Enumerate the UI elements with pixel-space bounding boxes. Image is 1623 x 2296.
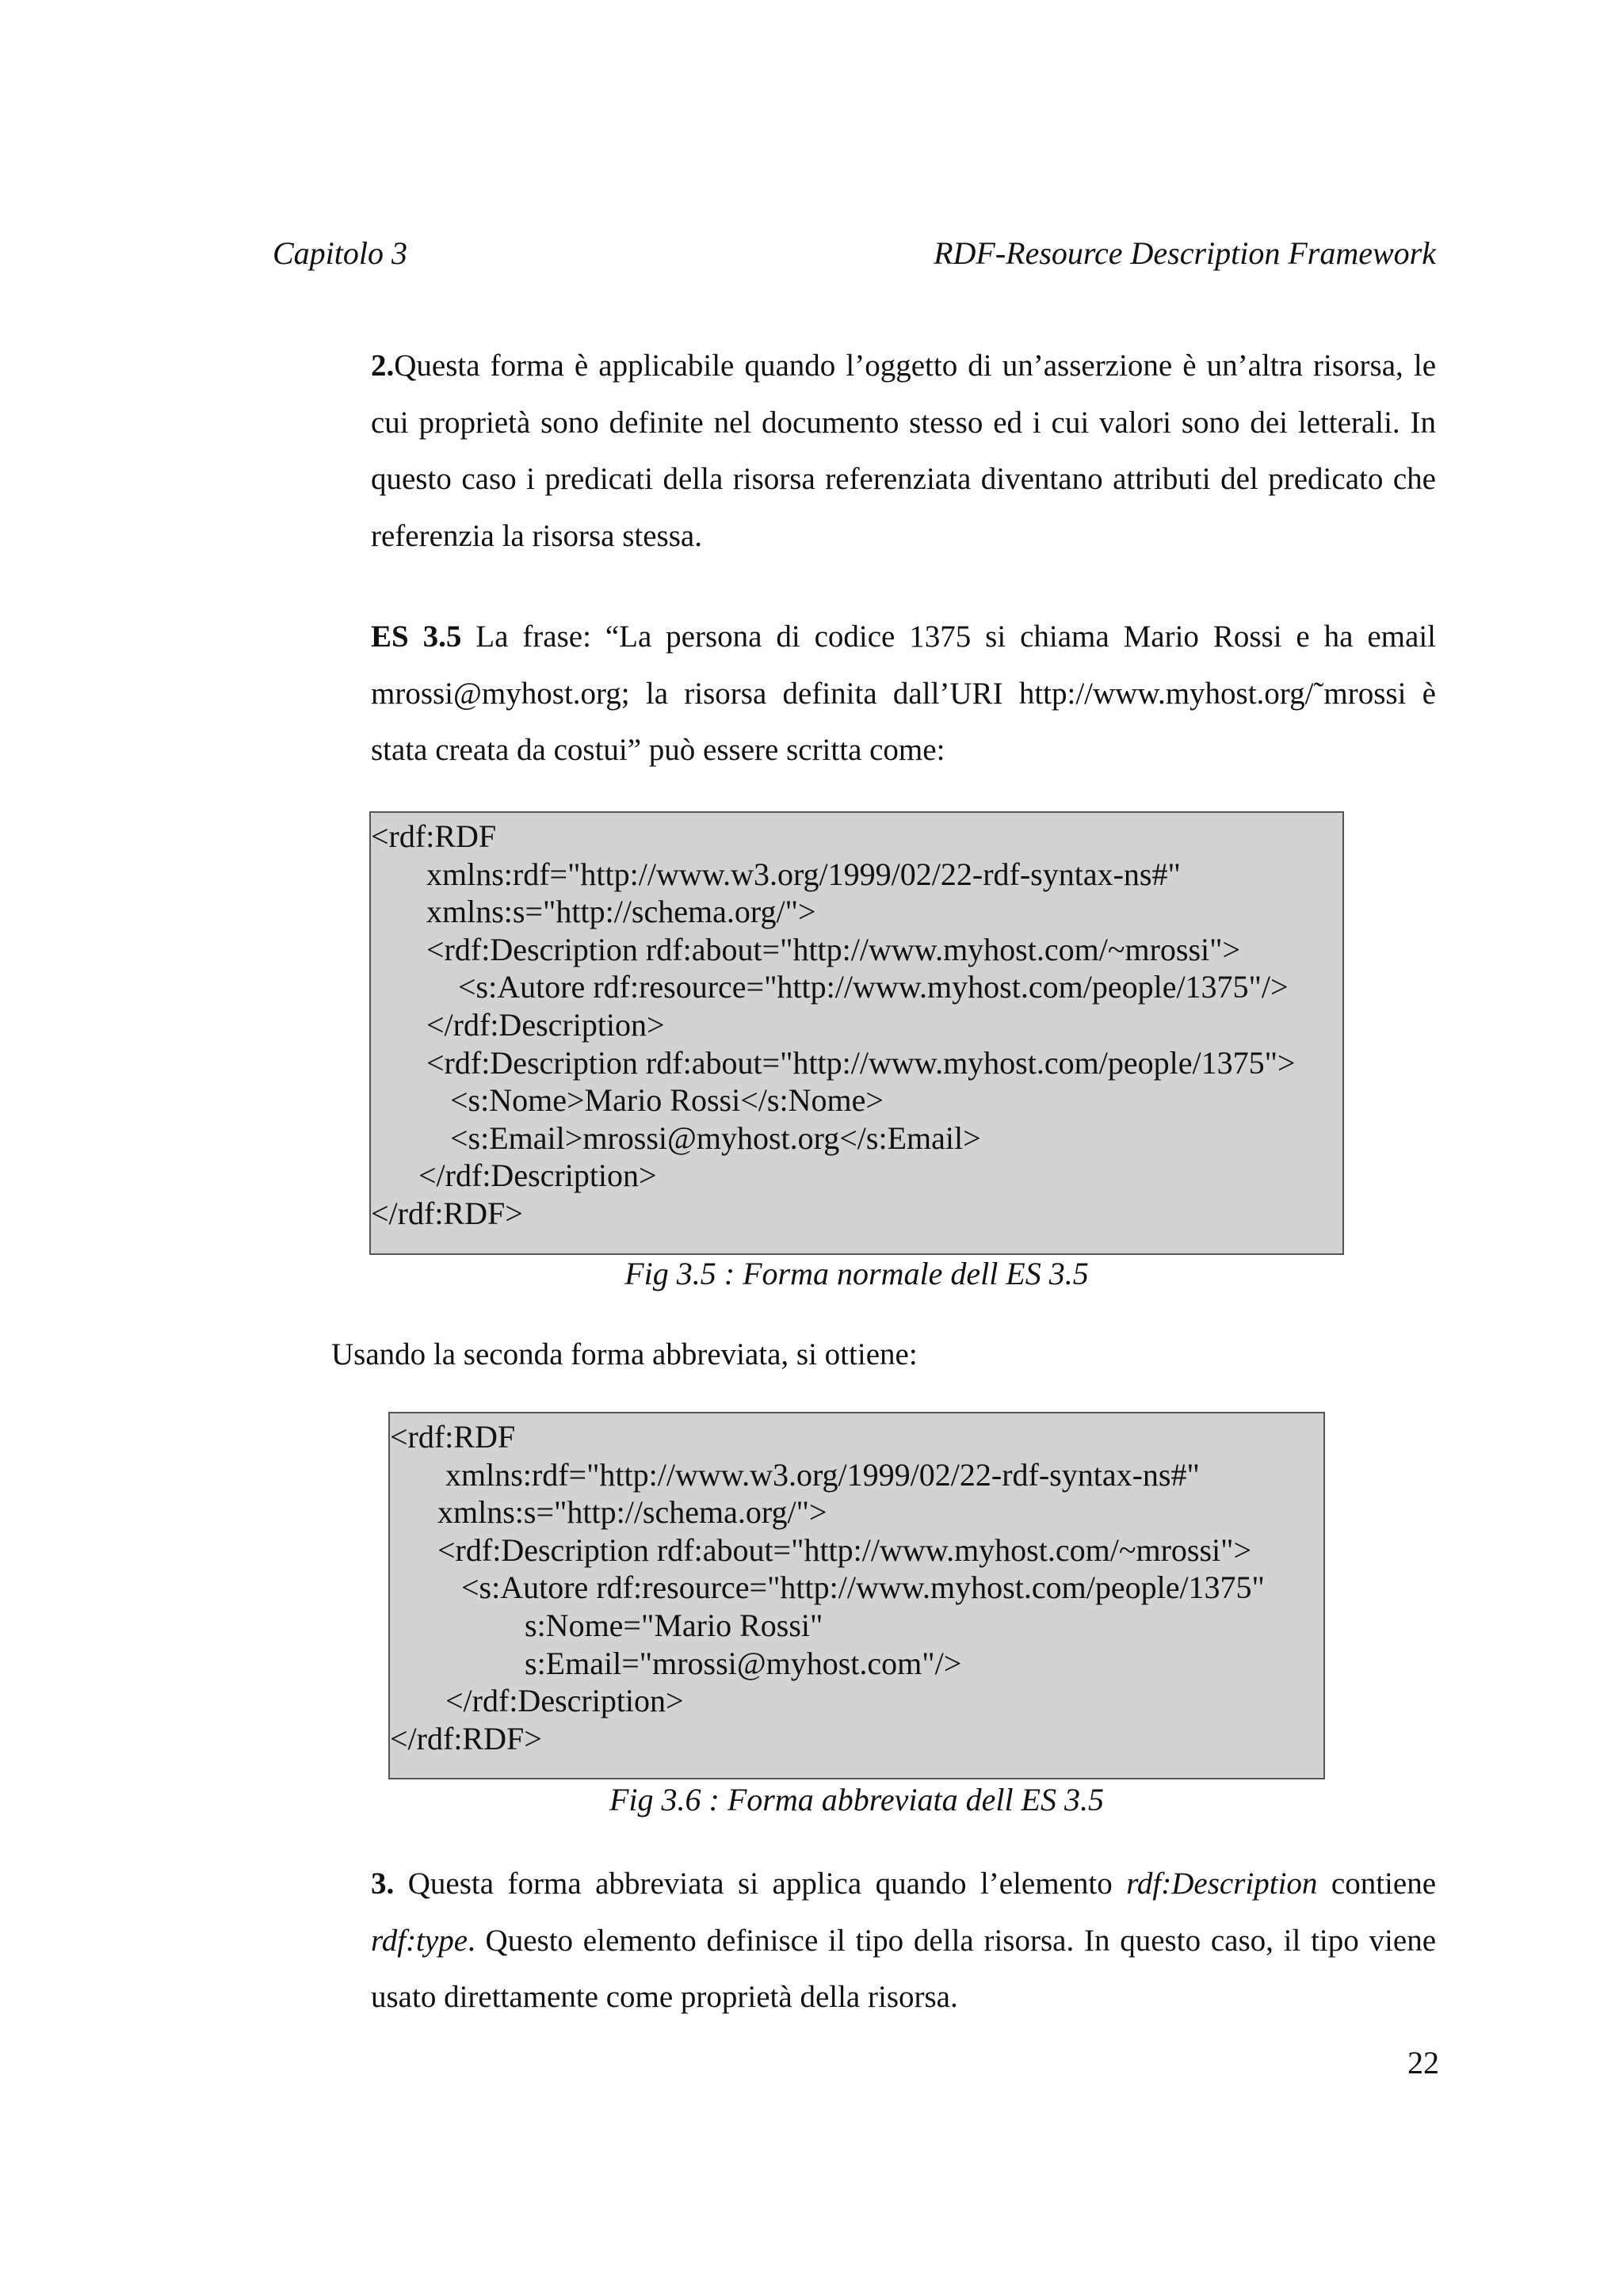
code-block-normal-form bbox=[369, 811, 1344, 1255]
page-number: 22 bbox=[1407, 2045, 1439, 2081]
code-block-abbreviated-form bbox=[388, 1412, 1325, 1779]
code-line: </rdf:Description> bbox=[390, 1683, 684, 1719]
paragraph-item-3 bbox=[371, 1855, 1436, 2026]
code-line: <rdf:Description rdf:about="http://www.myhost.com/~mrossi"> bbox=[371, 931, 1241, 967]
code-line: <s:Nome>Mario Rossi</s:Nome> bbox=[371, 1082, 884, 1119]
code-line: <rdf:Description rdf:about="http://www.myhost.com/people/1375"> bbox=[371, 1044, 1296, 1081]
intro-second-abbreviated-form: Usando la seconda forma abbreviata, si ottiene: bbox=[331, 1337, 918, 1371]
running-header-section: RDF-Resource Description Framework bbox=[934, 235, 1436, 271]
code-line: </rdf:Description> bbox=[371, 1006, 665, 1043]
paragraph-example bbox=[371, 608, 1436, 779]
code-line: </rdf:Description> bbox=[371, 1158, 657, 1194]
code-line: <rdf:RDF bbox=[371, 818, 497, 854]
code-line: xmlns:rdf="http://www.w3.org/1999/02/22-rdf-syntax-ns#" bbox=[371, 856, 1181, 892]
item-text: Questa forma abbreviata si applica quando l’elemento bbox=[394, 1867, 1127, 1901]
term-rdf-description: rdf:Description bbox=[1126, 1867, 1318, 1901]
item-number: 3. bbox=[371, 1867, 395, 1901]
code-line: <rdf:Description rdf:about="http://www.myhost.com/~mrossi"> bbox=[390, 1531, 1252, 1568]
item-number: 2. bbox=[371, 349, 395, 383]
code-line: <rdf:RDF bbox=[390, 1419, 516, 1455]
code-line: xmlns:s="http://schema.org/"> bbox=[390, 1494, 827, 1531]
code-line: <s:Autore rdf:resource="http://www.myhost.com/people/1375" bbox=[390, 1569, 1265, 1606]
example-text: La frase: “La persona di codice 1375 si chiama Mario Rossi e ha email mrossi@myhost.org; la risorsa definita dall’URI http://www.myhost.org/˜mrossi è stata creata da costui” può essere scritta come: bbox=[371, 620, 1436, 767]
code-line: xmlns:s="http://schema.org/"> bbox=[371, 894, 816, 930]
item-text: Questa forma è applicabile quando l’oggetto di un’asserzione è un’altra risorsa, le cui proprietà sono definite nel documento stesso ed i cui valori sono dei letterali. In questo caso i predicati della risorsa referenziata diventano attributi del predicato che referenzia la risorsa stessa. bbox=[371, 349, 1436, 553]
code-line: s:Nome="Mario Rossi" bbox=[390, 1607, 823, 1643]
figure-caption-3-5: Fig 3.5 : Forma normale dell ES 3.5 bbox=[624, 1256, 1089, 1291]
figure-caption-3-6: Fig 3.6 : Forma abbreviata dell ES 3.5 bbox=[609, 1782, 1104, 1817]
code-line: <s:Email>mrossi@myhost.org</s:Email> bbox=[371, 1119, 981, 1156]
code-line: </rdf:RDF> bbox=[390, 1720, 542, 1756]
running-header-chapter: Capitolo 3 bbox=[273, 235, 408, 271]
item-text: . Questo elemento definisce il tipo della risorsa. In questo caso, il tipo viene usato direttamente come proprietà della risorsa. bbox=[371, 1923, 1436, 2014]
example-label: ES 3.5 bbox=[371, 620, 462, 654]
code-line: </rdf:RDF> bbox=[371, 1195, 523, 1231]
code-line: xmlns:rdf="http://www.w3.org/1999/02/22-rdf-syntax-ns#" bbox=[390, 1456, 1200, 1493]
item-text: contiene bbox=[1317, 1867, 1437, 1901]
code-line: <s:Autore rdf:resource="http://www.myhost.com/people/1375"/> bbox=[371, 969, 1289, 1005]
code-line: s:Email="mrossi@myhost.com"/> bbox=[390, 1645, 962, 1681]
paragraph-item-2 bbox=[371, 338, 1436, 564]
term-rdf-type: rdf:type bbox=[371, 1923, 468, 1958]
